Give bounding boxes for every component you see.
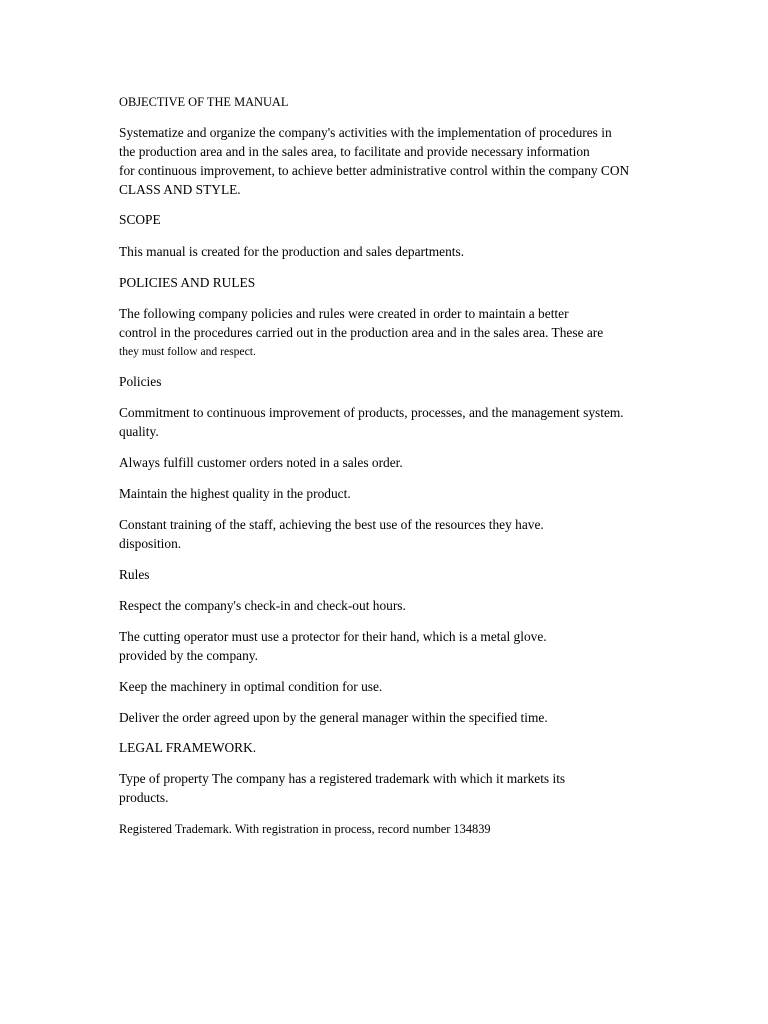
legal-heading: LEGAL FRAMEWORK. (119, 740, 257, 755)
rule-item-1: Respect the company's check-in and check-out hours. (119, 598, 406, 613)
policies-rules-line-1: The following company policies and rules were created in order to maintain a better (119, 306, 569, 321)
objective-line-4: CLASS AND STYLE. (119, 182, 241, 197)
policies-rules-heading: POLICIES AND RULES (119, 275, 256, 290)
objective-line-1: Systematize and organize the company's activities with the implementation of procedures in (119, 125, 612, 140)
legal-line-1: Type of property The company has a registered trademark with which it markets its (119, 771, 566, 786)
rule-item-2-line-1: The cutting operator must use a protector for their hand, which is a metal glove. (119, 629, 547, 644)
policy-item-2: Always fulfill customer orders noted in a sales order. (119, 455, 403, 470)
objective-line-2: the production area and in the sales area, to facilitate and provide necessary information (119, 144, 590, 159)
legal-trademark: Registered Trademark. With registration in process, record number 134839 (119, 822, 491, 836)
rule-item-2-line-2: provided by the company. (119, 648, 258, 663)
policy-item-3: Maintain the highest quality in the product. (119, 486, 351, 501)
policy-item-1-line-2: quality. (119, 424, 159, 439)
policies-rules-line-2: control in the procedures carried out in the production area and in the sales area. These are (119, 325, 604, 340)
rule-item-3: Keep the machinery in optimal condition for use. (119, 679, 383, 694)
policy-item-4-line-2: disposition. (119, 536, 182, 551)
scope-heading: SCOPE (119, 212, 161, 227)
policy-item-1-line-1: Commitment to continuous improvement of products, processes, and the management system. (119, 405, 624, 420)
rules-heading: Rules (119, 567, 150, 582)
policies-rules-line-3: they must follow and respect. (119, 345, 256, 358)
objective-heading: OBJECTIVE OF THE MANUAL (119, 95, 289, 109)
rule-item-4: Deliver the order agreed upon by the general manager within the specified time. (119, 710, 548, 725)
legal-line-2: products. (119, 790, 169, 805)
policy-item-4-line-1: Constant training of the staff, achieving the best use of the resources they have. (119, 517, 544, 532)
policies-heading: Policies (119, 374, 162, 389)
scope-text: This manual is created for the production and sales departments. (119, 244, 465, 259)
objective-line-3: for continuous improvement, to achieve better administrative control within the company CON (119, 163, 630, 178)
